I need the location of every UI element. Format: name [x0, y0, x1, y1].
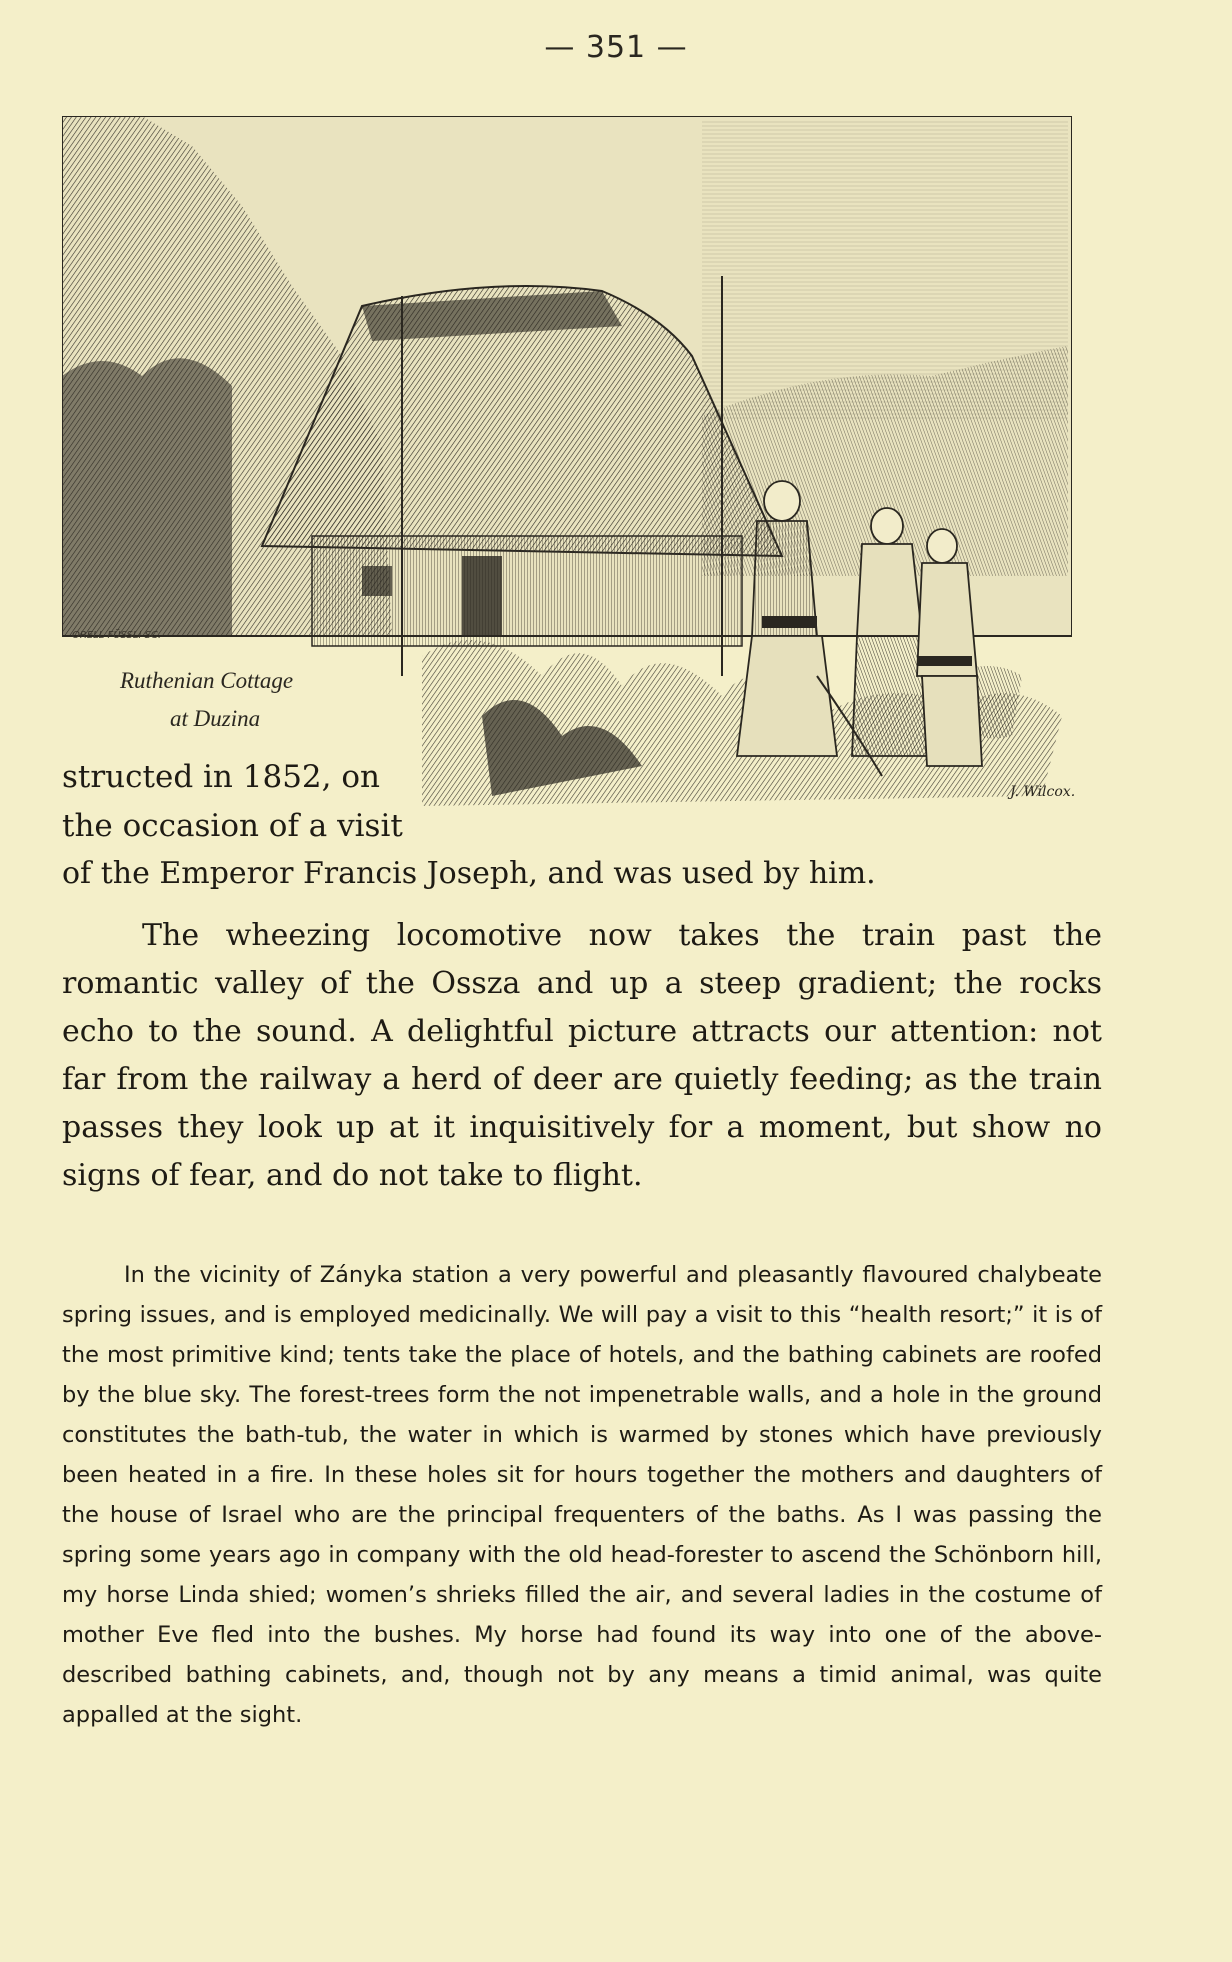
- paragraph-2: [62, 912, 1102, 1200]
- figure-caption: [100, 662, 430, 738]
- paragraph-1-end: of the Emperor Francis Joseph, and was used by him.: [62, 856, 876, 891]
- wrapped-line-2: the occasion of a visit: [62, 808, 403, 844]
- page-number: — 351 —: [544, 30, 688, 65]
- engraver-signature: J. Wilcox.: [1010, 784, 1076, 800]
- caption-line-2: at Duzina: [170, 706, 261, 731]
- paragraph-3: In the vicinity of Zányka station a very powerful and pleasantly flavoured chalybeate spring issues, and is employed medicinally. We will pay a visit to this “health resort;” it is of the most primitive kind; tents take the place of hotels, and the bathing cabinets are roofed by the blue sky. The forest-trees form the not impenetrable walls, and a hole in the ground constitutes the bath-tub, the water in which is warmed by stones which have previously been heated in a fire. In these holes sit for hours together the mothers and daughters of the house of Israel who are the principal frequenters of the baths. As I was passing the spring some years ago in company with the old head-forester to ascend the Schönborn hill, my horse Linda shied; women’s shrieks filled the air, and several ladies in the costume of mother Eve fled into the bushes. My horse had found its way into one of the above-described bathing cabinets, and, though not by any means a timid animal, was quite appalled at the sight.: [62, 1262, 1102, 1728]
- caption-line-1: Ruthenian Cottage: [120, 668, 294, 693]
- wrapped-line-1: structed in 1852, on: [62, 759, 380, 795]
- paragraph-2-text: The wheezing locomotive now takes the train past the romantic valley of the Ossza and up a steep gradient; the rocks echo to the sound. A delightful picture attracts our attention: not far from the railway a herd of deer are quietly feeding; as the train passes they look up at it inquisitively for a moment, but show no signs of fear, and do not take to flight.: [62, 918, 1102, 1193]
- artist-mark: ORELL FÜSSLI SC.: [72, 630, 162, 641]
